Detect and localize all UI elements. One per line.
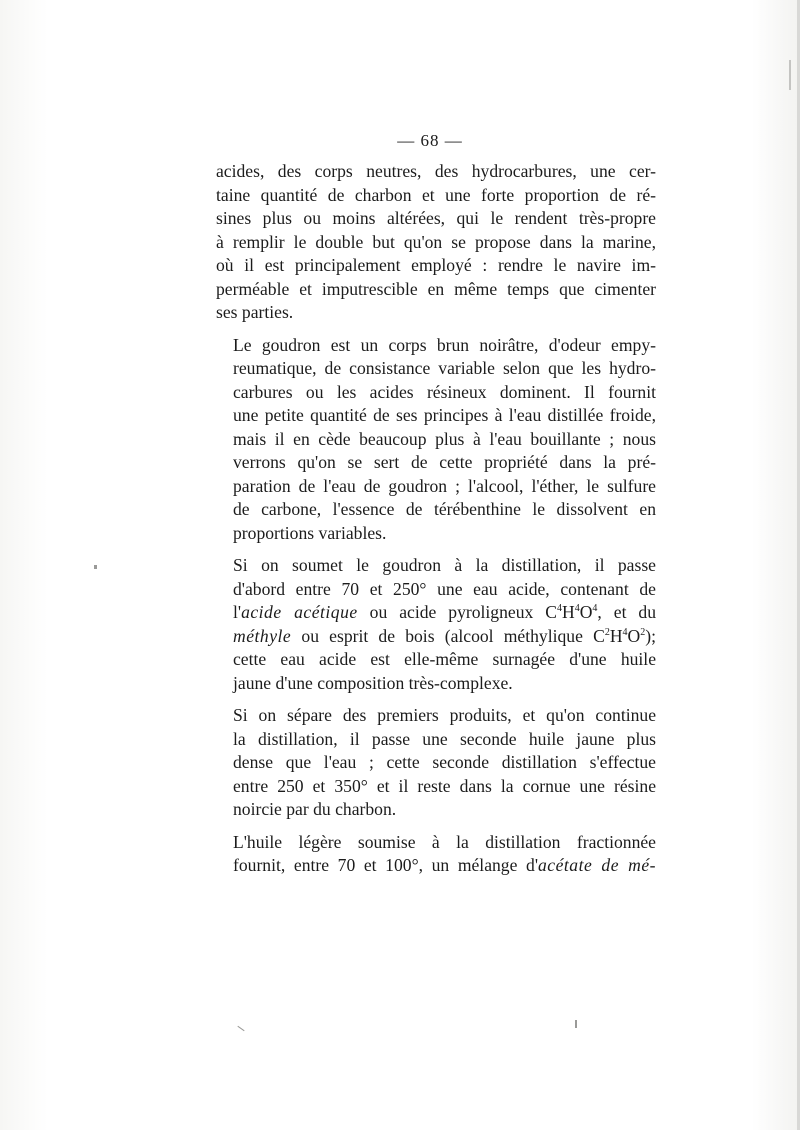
formula-element: H	[561, 602, 575, 622]
formula-element: O	[627, 625, 641, 646]
text-line: noircie par du charbon.	[233, 799, 397, 819]
text-line: paration de l'eau de goudron ; l'alcool, l'éther, le sulfure	[233, 475, 656, 496]
paragraph-5	[216, 831, 656, 878]
text-line: ses parties.	[216, 302, 294, 322]
text-line-formula	[216, 625, 656, 649]
text-line: perméable et imputrescible en même temps que cimenter	[216, 278, 656, 299]
paragraph-3	[216, 554, 656, 695]
text-line: taine quantité de charbon et une forte proportion de ré-	[216, 184, 656, 205]
formula-element: H	[609, 625, 623, 646]
text-line: où il est principalement employé : rendre le navire im-	[216, 255, 656, 275]
paragraph-4	[216, 704, 656, 822]
subscript-number: 2	[640, 626, 646, 638]
scan-speck	[789, 60, 791, 90]
scan-speck	[575, 1020, 577, 1028]
text-line: une petite quantité de ses principes à l'eau distillée froide,	[233, 405, 656, 425]
page-number: — 68 —	[397, 131, 463, 150]
italic-term: acide acétique	[241, 602, 358, 622]
text-fragment: l'	[233, 602, 242, 622]
subscript-number: 4	[622, 626, 628, 638]
text-line: Si on soumet le goudron à la distillation, il passe	[233, 555, 656, 575]
text-fragment: fournit, entre 70 et 100°, un mélange d'	[233, 855, 538, 875]
text-fragment: ou esprit de bois (alcool méthylique C	[291, 625, 605, 646]
text-line: entre 250 et 350° et il reste dans la cornue une résine	[233, 775, 656, 796]
text-line: sines plus ou moins altérées, qui le rendent très-propre	[216, 208, 656, 228]
body-text	[216, 160, 656, 887]
text-fragment: ou acide pyroligneux C	[357, 602, 557, 622]
text-line: proportions variables.	[233, 522, 387, 543]
subscript-number: 4	[574, 603, 580, 615]
text-line: la distillation, il passe une seconde huile jaune plus	[233, 728, 656, 749]
text-line: cette eau acide est elle-même surnagée d'une huile	[233, 649, 656, 669]
italic-term: méthyle	[233, 625, 292, 646]
text-line: jaune d'une composition très-complexe.	[233, 672, 513, 693]
text-line: Le goudron est un corps brun noirâtre, d'odeur empy-	[233, 334, 656, 355]
text-line: mais il en cède beaucoup plus à l'eau bouillante ; nous	[233, 428, 656, 449]
text-line: d'abord entre 70 et 250° une eau acide, contenant de	[233, 578, 656, 599]
text-line: à remplir le double but qu'on se propose dans la marine,	[216, 231, 656, 252]
text-line: de carbone, l'essence de térébenthine le dissolvent en	[233, 499, 656, 519]
text-line: L'huile légère soumise à la distillation fractionnée	[233, 831, 656, 852]
text-line: reumatique, de consistance variable selon que les hydro-	[233, 358, 656, 378]
text-line-formula	[216, 601, 656, 625]
italic-term: acétate de mé-	[538, 855, 656, 875]
text-fragment: , et du	[597, 602, 657, 622]
subscript-number: 4	[592, 603, 598, 615]
text-line: verrons qu'on se sert de cette propriété dans la pré-	[233, 452, 656, 472]
formula-element: O	[579, 602, 593, 622]
paragraph-1	[216, 160, 656, 325]
scan-speck	[237, 1026, 244, 1031]
text-line: dense que l'eau ; cette seconde distillation s'effectue	[233, 752, 656, 772]
text-fragment: );	[645, 625, 656, 646]
subscript-number: 4	[556, 603, 562, 615]
paragraph-2	[216, 334, 656, 546]
text-line: carbures ou les acides résineux dominent. Il fournit	[233, 381, 656, 402]
text-line: acides, des corps neutres, des hydrocarbures, une cer-	[216, 161, 656, 181]
scan-speck	[94, 565, 97, 569]
text-line	[216, 854, 656, 878]
subscript-number: 2	[604, 626, 610, 638]
text-line: Si on sépare des premiers produits, et qu'on continue	[233, 705, 656, 725]
